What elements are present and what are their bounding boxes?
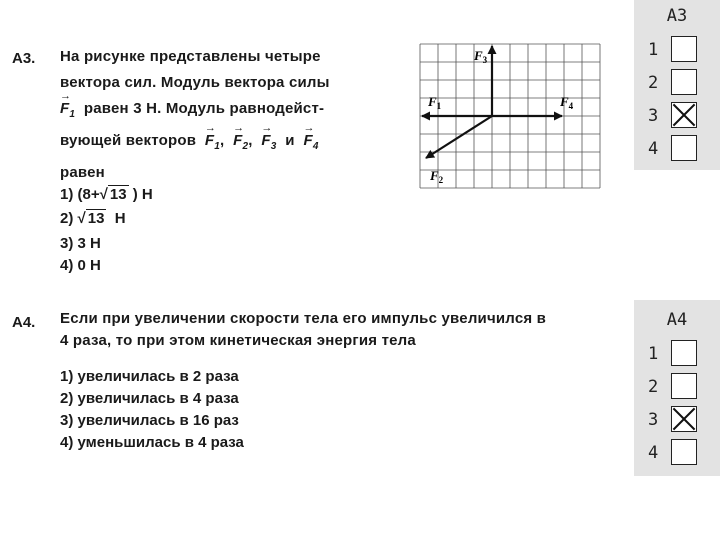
a3-answer-1: 1) (8+√ 13 ) Н	[60, 186, 153, 203]
panel-a4-title: А4	[666, 310, 688, 330]
answer-checkbox-checked[interactable]	[671, 406, 697, 432]
label-f3: $F_3$	[474, 48, 488, 65]
answer-panel-a3	[634, 0, 720, 170]
a3-line-3	[60, 96, 380, 128]
a4-line-1: Если при увеличении скорости тела его импульс увеличился в	[60, 310, 547, 327]
vector-f2: → $F_2$	[233, 128, 248, 160]
vector-f1: → $F_1$	[205, 128, 220, 160]
panel-a4-option-2[interactable]: 2	[634, 373, 720, 403]
answer-checkbox[interactable]	[671, 135, 697, 161]
answer-checkbox[interactable]	[671, 36, 697, 62]
vector-f3: → $F_3$	[261, 128, 276, 160]
label-f4: $F_4$	[560, 94, 574, 111]
question-a3-text	[60, 44, 380, 186]
vector-f4: → $F_4$	[303, 128, 318, 160]
answer-panel-a4	[634, 300, 720, 476]
panel-a3-option-2[interactable]: 2	[634, 69, 720, 99]
panel-a4-option-1[interactable]: 1	[634, 340, 720, 370]
label-f1: $F_1$	[428, 94, 442, 111]
panel-a3-option-3[interactable]: 3	[634, 102, 720, 132]
a3-line-3-text: равен 3 Н. Модуль равнодейст-	[83, 100, 325, 117]
label-f2: $F_2$	[430, 168, 444, 185]
answer-checkbox[interactable]	[671, 439, 697, 465]
a4-answer-4: 4) уменьшилась в 4 раза	[60, 434, 244, 451]
panel-a4-option-3[interactable]: 3	[634, 406, 720, 436]
vector-f1: → $F_1$	[60, 96, 75, 128]
a3-answer-4: 4) 0 Н	[60, 257, 101, 274]
a3-line-2: вектора сил. Модуль вектора силы	[60, 74, 330, 91]
answer-checkbox[interactable]	[671, 340, 697, 366]
a3-answer-2: 2) √ 13 Н	[60, 210, 126, 227]
answer-checkbox[interactable]	[671, 373, 697, 399]
panel-a4-option-4[interactable]: 4	[634, 439, 720, 469]
question-a4-label: А4.	[12, 314, 36, 331]
question-a4-text	[60, 308, 630, 352]
answer-checkbox-checked[interactable]	[671, 102, 697, 128]
panel-a3-option-4[interactable]: 4	[634, 135, 720, 165]
a3-line-4: вующей векторов → $F_1$, → $F_2$, → $F_3$ $и \to F_4$	[60, 128, 380, 160]
a3-line-5: равен	[60, 164, 105, 181]
a3-answer-3: 3) 3 Н	[60, 235, 101, 252]
a4-answer-1: 1) увеличилась в 2 раза	[60, 368, 239, 385]
a4-answer-2: 2) увеличилась в 4 раза	[60, 390, 239, 407]
a4-answer-3: 3) увеличилась в 16 раз	[60, 412, 239, 429]
panel-a3-option-1[interactable]: 1	[634, 36, 720, 66]
panel-a3-title: А3	[666, 6, 688, 26]
force-vectors-figure	[410, 36, 620, 196]
a4-line-2: 4 раза, то при этом кинетическая энергия тела	[60, 332, 416, 349]
question-a3-label: А3.	[12, 50, 36, 67]
a3-line-1: На рисунке представлены четыре	[60, 48, 321, 65]
answer-checkbox[interactable]	[671, 69, 697, 95]
